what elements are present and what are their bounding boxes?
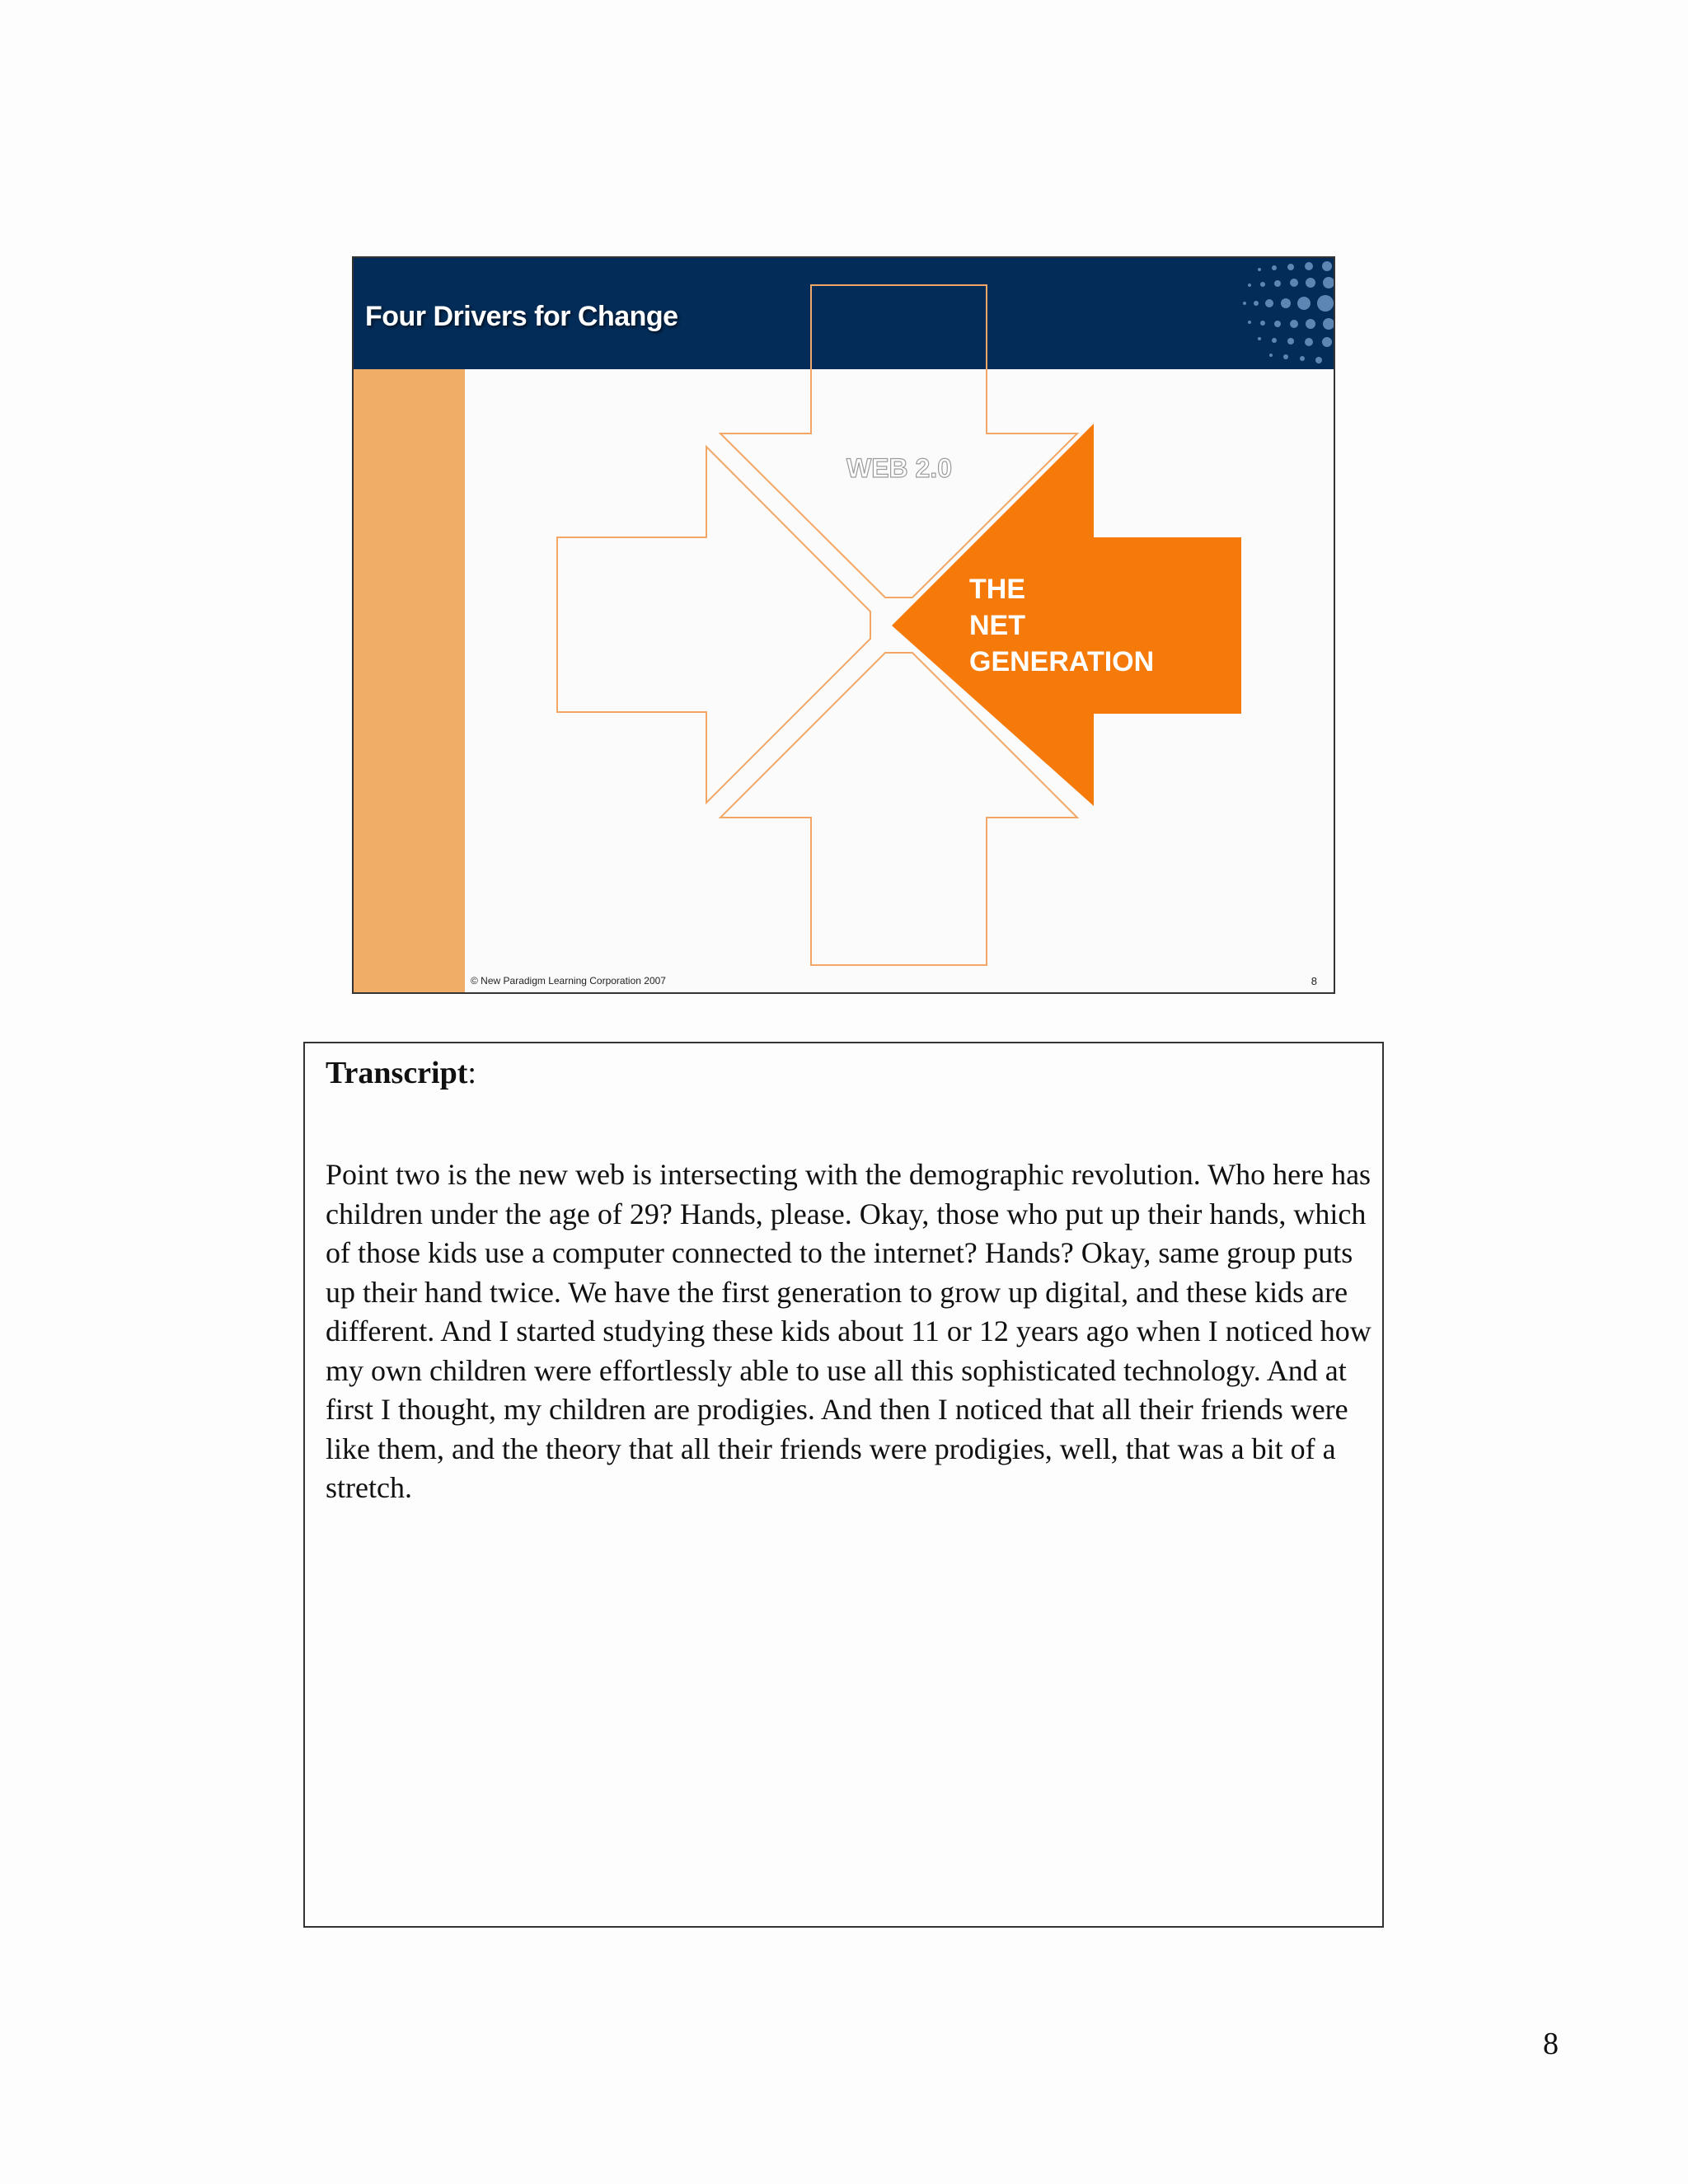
- transcript-heading: [326, 1055, 476, 1091]
- four-drivers-arrow-diagram: [354, 258, 1335, 994]
- arrow-label-net-line-3: GENERATION: [969, 646, 1155, 677]
- arrow-label-net-line-2: NET: [969, 610, 1025, 641]
- page-number: 8: [1543, 2027, 1559, 2061]
- slide-thumbnail: [352, 256, 1335, 994]
- transcript-heading-colon: :: [467, 1056, 476, 1090]
- arrow-outline-left: [557, 447, 870, 803]
- transcript-body: Point two is the new web is intersecting with the demographic revolution. Who here has children under the age of 29? Hands, please. Okay, those who put up their hands, which of those kids use a computer connected to the internet? Hands? Okay, same group puts up their hand twice. We have the first generation to grow up digital, and these kids are different. And I started studying these kids about 11 or 12 years ago when I noticed how my own children were effortlessly able to use all this sophisticated technology. And at first I thought, my children are prodigies. And then I noticed that all their friends were like them, and the theory that all their friends were prodigies, well, that was a bit of a stretch.: [326, 1158, 1372, 1504]
- transcript-heading-label: Transcript: [326, 1056, 468, 1090]
- arrow-label-net-line-1: THE: [969, 574, 1025, 605]
- slide-title: Four Drivers for Change: [365, 301, 678, 332]
- arrow-label-web: WEB 2.0: [846, 453, 953, 483]
- slide-number: 8: [1311, 975, 1317, 987]
- slide-copyright: © New Paradigm Learning Corporation 2007: [471, 975, 666, 987]
- transcript-box: [303, 1042, 1384, 1928]
